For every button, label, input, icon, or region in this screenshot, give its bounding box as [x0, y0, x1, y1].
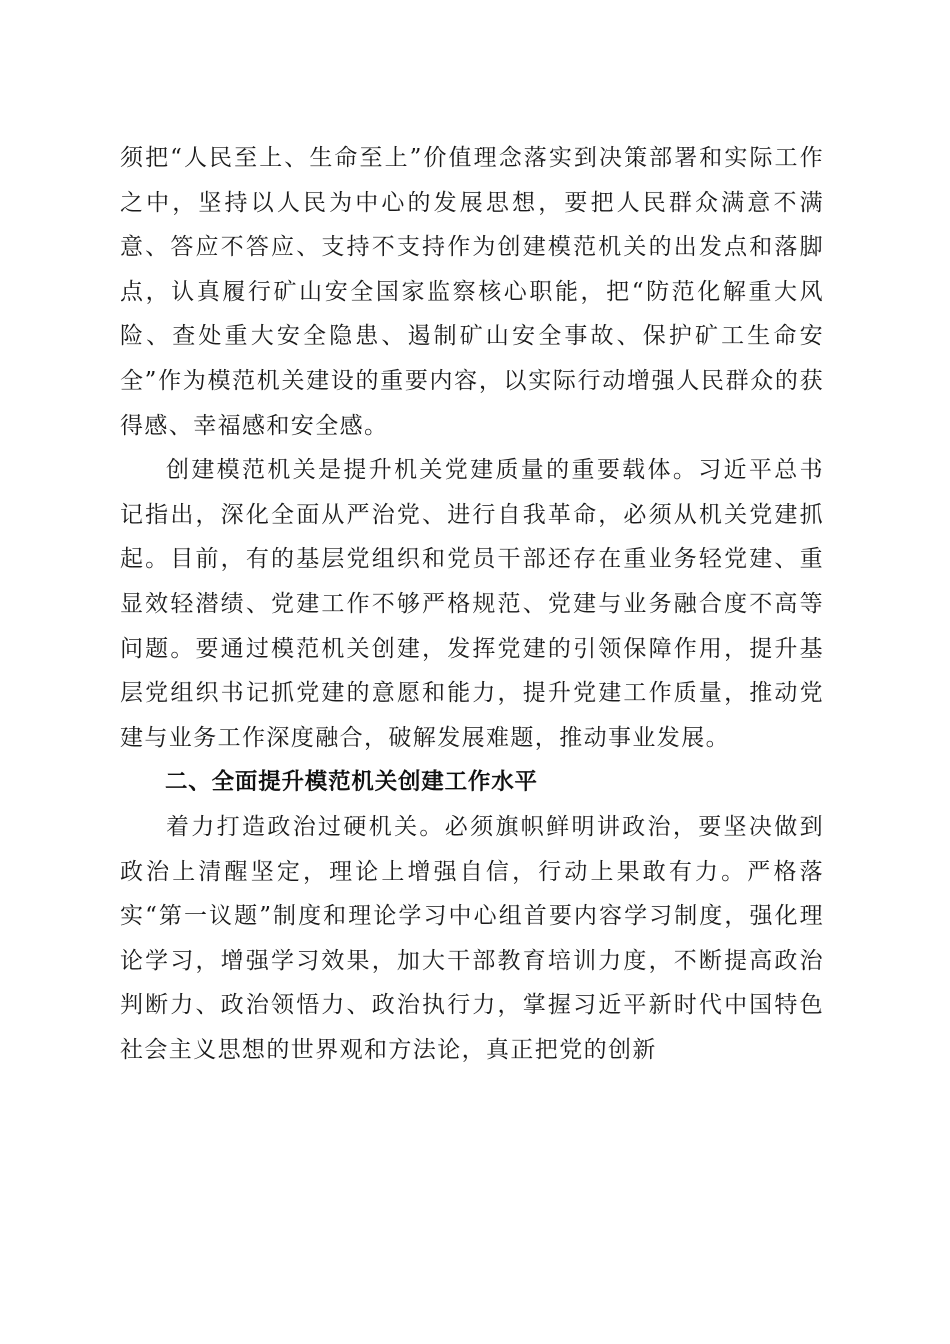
paragraph-continuation: 须把“人民至上、生命至上”价值理念落实到决策部署和实际工作之中，坚持以人民为中心的发展思想，要把人民群众满意不满意、答应不答应、支持不支持作为创建模范机关的出发点和落脚点，认真履行矿山安全国家监察核心职能，把“防范化解重大风险、查处重大安全隐患、遏制矿山安全事故、保护矿工生命安全”作为模范机关建设的重要内容，以实际行动增强人民群众的获得感、幸福感和安全感。: [120, 145, 824, 439]
section-heading: 二、全面提升模范机关创建工作水平: [165, 769, 538, 796]
document-body: [120, 136, 824, 1072]
paragraph-political-organ: 着力打造政治过硬机关。必须旗帜鲜明讲政治，要坚决做到政治上清醒坚定，理论上增强自信，行动上果敢有力。严格落实“第一议题”制度和理论学习中心组首要内容学习制度，强化理论学习，增强学习效果，加大干部教育培训力度，不断提高政治判断力、政治领悟力、政治执行力，掌握习近平新时代中国特色社会主义思想的世界观和方法论，真正把党的创新: [120, 813, 824, 1063]
paragraph-model-organ-party-building: 创建模范机关是提升机关党建质量的重要载体。习近平总书记指出，深化全面从严治党、进行自我革命，必须从机关党建抓起。目前，有的基层党组织和党员干部还存在重业务轻党建、重显效轻潜绩、党建工作不够严格规范、党建与业务融合度不高等问题。要通过模范机关创建，发挥党建的引领保障作用，提升基层党组织书记抓党建的意愿和能力，提升党建工作质量，推动党建与业务工作深度融合，破解发展难题，推动事业发展。: [120, 457, 824, 751]
